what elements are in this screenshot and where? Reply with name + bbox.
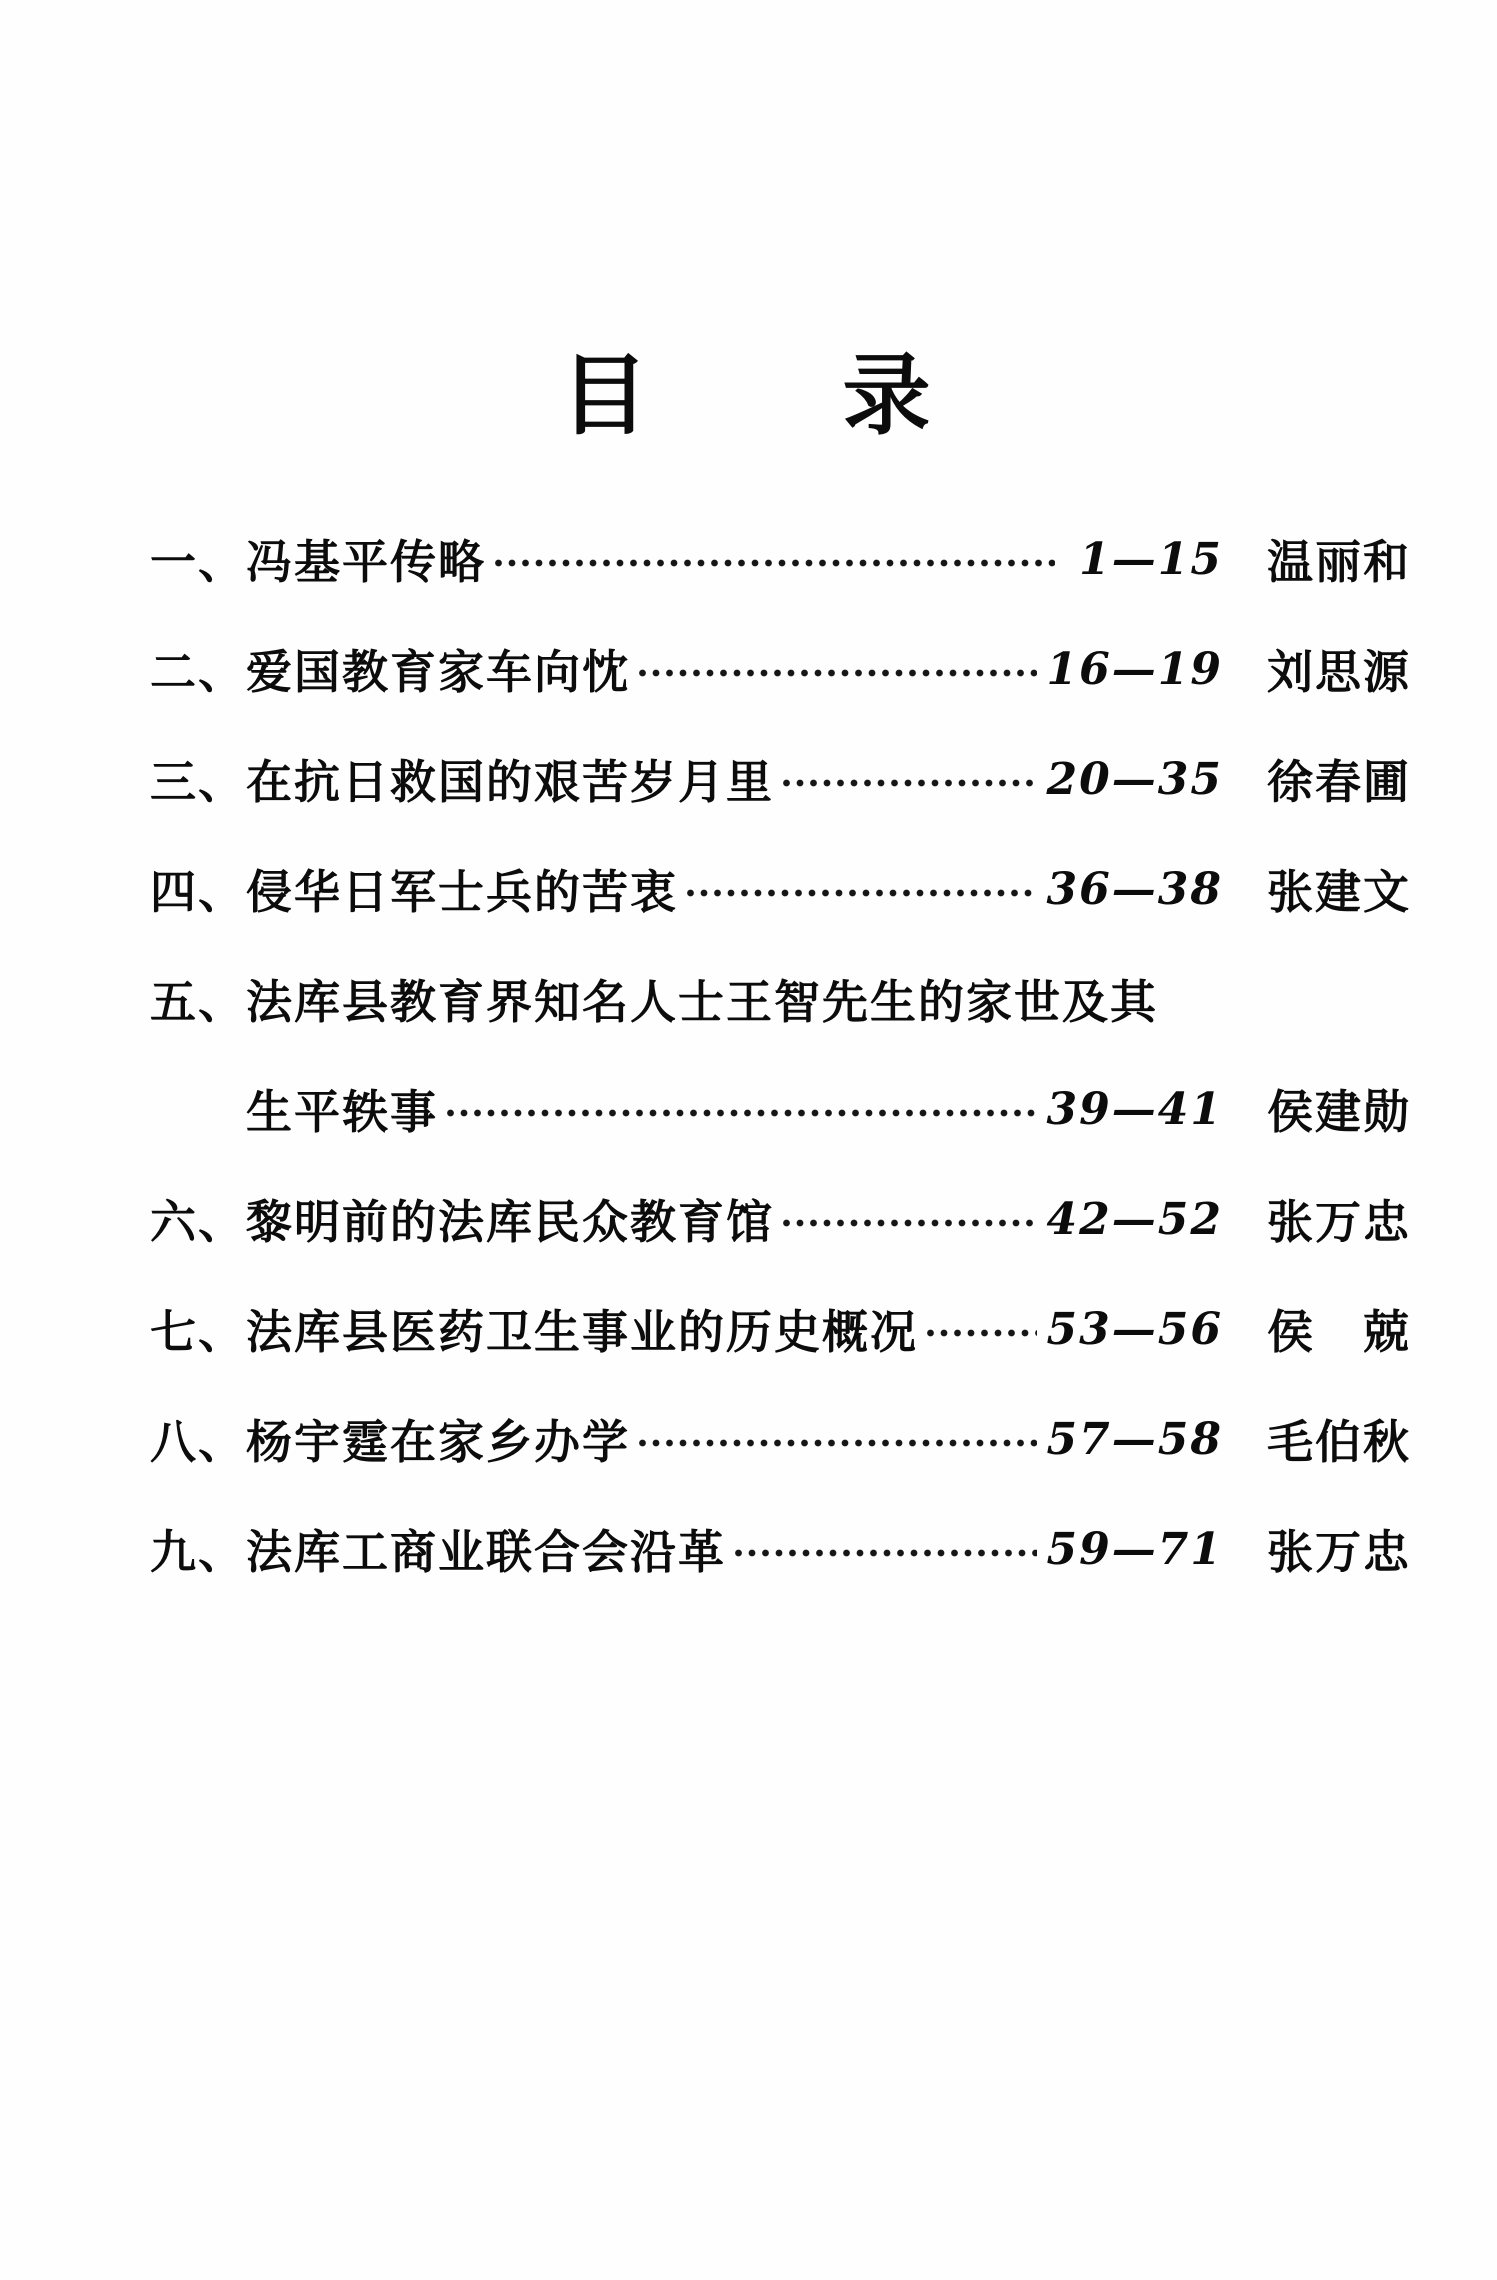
entry-title: 在抗日救国的艰苦岁月里: [246, 756, 774, 809]
toc-entry: [150, 944, 1447, 1054]
entry-author: 侯建勋: [1267, 1086, 1411, 1139]
entry-author: 侯 兢: [1267, 1306, 1411, 1359]
entry-number: 六、: [150, 1196, 246, 1249]
dot-leader: [686, 886, 1037, 900]
toc-entry: [150, 1054, 1447, 1164]
entry-title: 爱国教育家车向忱: [246, 646, 630, 699]
toc-entry: [150, 1274, 1447, 1384]
entry-number: 五、: [150, 976, 246, 1029]
toc-entry: [150, 614, 1447, 724]
entry-title: 法库工商业联合会沿革: [246, 1526, 726, 1579]
toc-list: [150, 504, 1447, 1604]
dot-leader: [638, 1436, 1037, 1450]
entry-pages: 36—38: [1046, 863, 1223, 915]
entry-pages: 16—19: [1046, 643, 1223, 695]
entry-number: 九、: [150, 1526, 246, 1579]
entry-author: 张建文: [1267, 866, 1411, 919]
entry-pages: 59—71: [1046, 1523, 1223, 1575]
dot-leader: [446, 1106, 1037, 1120]
entry-number: 七、: [150, 1306, 246, 1359]
entry-author: 张万忠: [1267, 1196, 1411, 1249]
page-title: 目 录: [560, 346, 937, 445]
entry-author: 张万忠: [1267, 1526, 1411, 1579]
toc-entry: [150, 1384, 1447, 1494]
entry-author: 徐春圃: [1267, 756, 1411, 809]
toc-entry: [150, 1164, 1447, 1274]
dot-leader: [782, 776, 1037, 790]
entry-number: 三、: [150, 756, 246, 809]
entry-pages: 53—56: [1046, 1303, 1223, 1355]
dot-leader: [638, 666, 1037, 680]
entry-pages: 20—35: [1046, 753, 1223, 805]
entry-pages: 39—41: [1046, 1083, 1223, 1135]
entry-title: 冯基平传略: [246, 536, 486, 589]
entry-pages: 57—58: [1046, 1413, 1223, 1465]
entry-number: 一、: [150, 536, 246, 589]
entry-title: 侵华日军士兵的苦衷: [246, 866, 678, 919]
entry-number: 四、: [150, 866, 246, 919]
entry-pages: 42—52: [1046, 1193, 1223, 1245]
entry-number: 八、: [150, 1416, 246, 1469]
dot-leader: [734, 1546, 1037, 1560]
entry-title: 黎明前的法库民众教育馆: [246, 1196, 774, 1249]
toc-entry: [150, 724, 1447, 834]
entry-author: 毛伯秋: [1267, 1416, 1411, 1469]
dot-leader: [494, 556, 1055, 570]
toc-entry: [150, 1494, 1447, 1604]
entry-author: 温丽和: [1267, 536, 1411, 589]
dot-leader: [926, 1326, 1037, 1340]
entry-pages: 1—15: [1079, 533, 1223, 585]
dot-leader: [782, 1216, 1037, 1230]
entry-title: 生平轶事: [246, 1086, 438, 1139]
entry-author: 刘思源: [1267, 646, 1411, 699]
entry-title: 法库县教育界知名人士王智先生的家世及其: [246, 976, 1158, 1029]
entry-title: 法库县医药卫生事业的历史概况: [246, 1306, 918, 1359]
entry-number: 二、: [150, 646, 246, 699]
toc-entry: [150, 834, 1447, 944]
entry-title: 杨宇霆在家乡办学: [246, 1416, 630, 1469]
toc-entry: [150, 504, 1447, 614]
